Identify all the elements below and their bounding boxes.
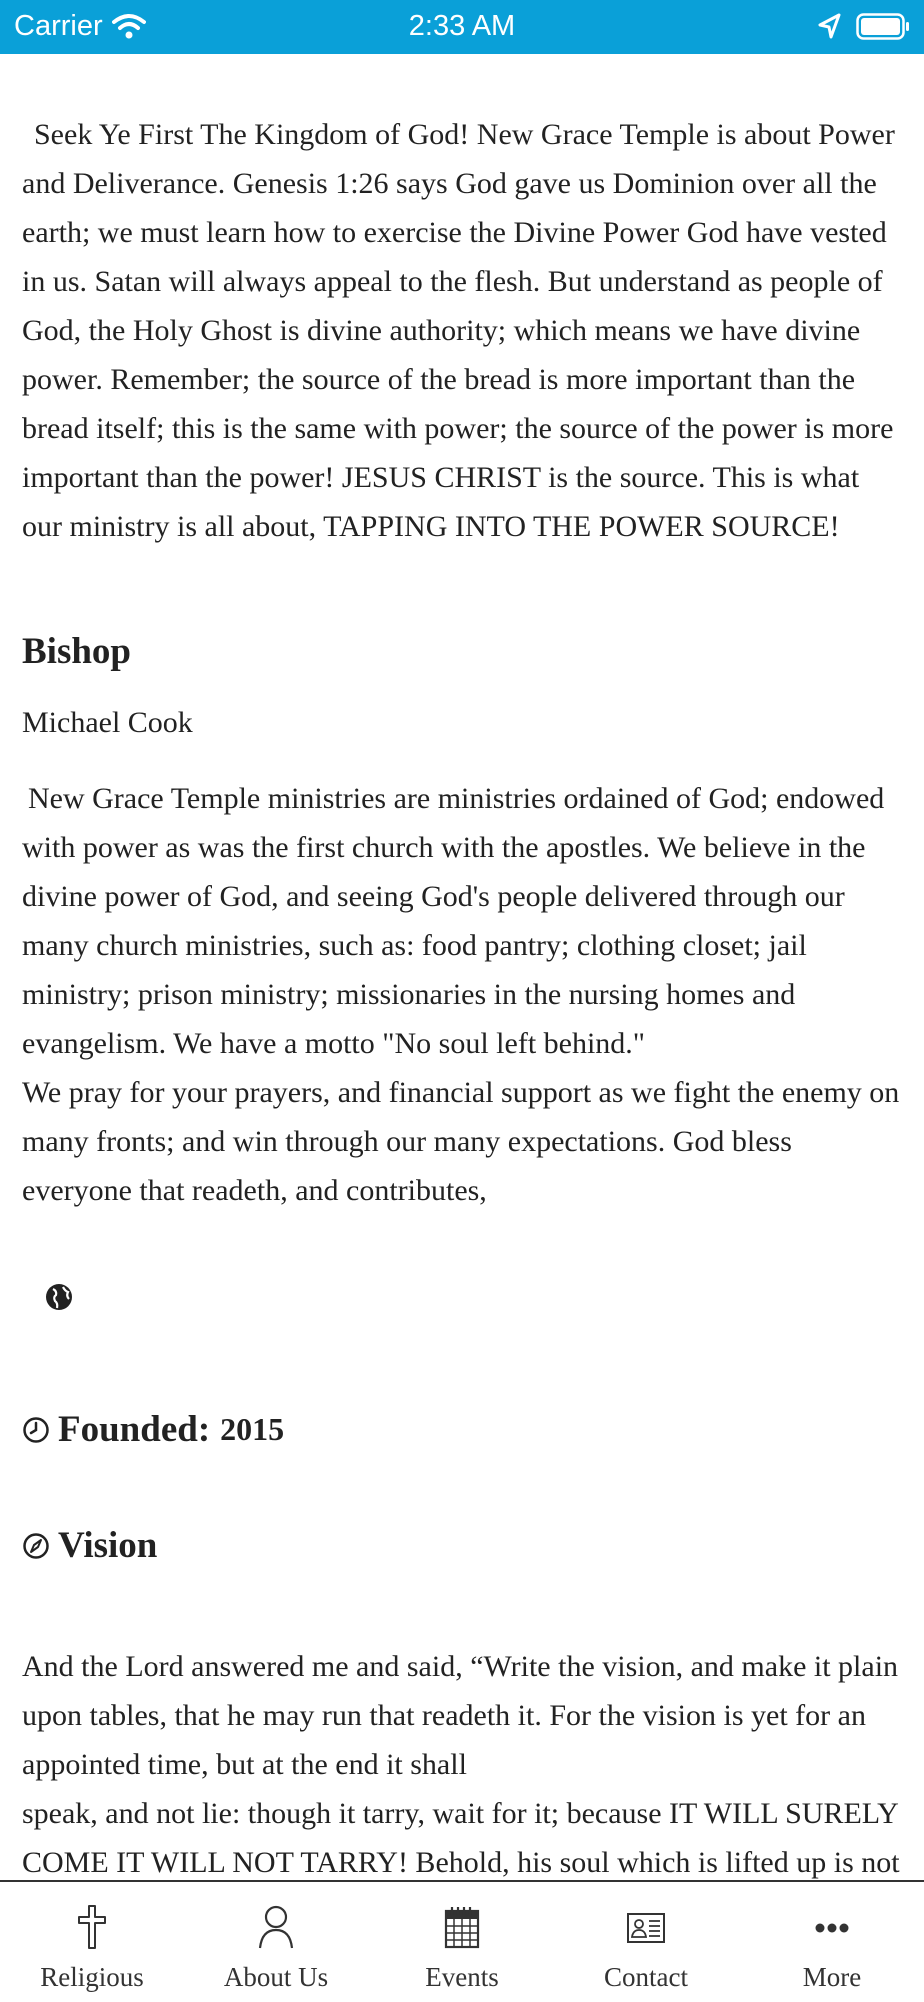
cross-icon (72, 1904, 112, 1950)
clock: 2:33 AM (408, 10, 516, 42)
bishop-heading: Bishop (22, 631, 132, 672)
tab-more[interactable] (740, 1882, 924, 2002)
tab-label: Religious (40, 1962, 144, 1992)
person-icon (256, 1904, 296, 1950)
tab-bar (0, 1880, 924, 2002)
founded-year: 2015 (220, 1411, 285, 1447)
carrier-label: Carrier (14, 10, 103, 42)
contact-card-icon (626, 1904, 666, 1950)
founded-heading (22, 1408, 284, 1451)
tab-label: About Us (223, 1962, 329, 1992)
vision-title: Vision (58, 1525, 158, 1566)
tab-label: More (802, 1962, 862, 1992)
status-bar (0, 0, 924, 54)
bishop-paragraph-2: We pray for your prayers, and financial support as we fight the enemy on many fronts; and win through our many expectations. God bless everyone that readeth, and contributes, (22, 1076, 900, 1207)
tab-events[interactable] (370, 1882, 554, 2002)
location-arrow-icon (816, 12, 842, 40)
bishop-name: Michael Cook (22, 706, 193, 739)
tab-religious[interactable] (0, 1882, 184, 2002)
calendar-icon (442, 1904, 482, 1950)
battery-icon (856, 13, 910, 40)
tab-label: Events (425, 1962, 499, 1992)
vision-text-2: speak, and not lie: though it tarry, wait for it; because IT WILL SURELY COME IT WILL NOT TARRY! Behold, his soul which is lifted up is not (22, 1797, 900, 1879)
vision-text (22, 1642, 902, 1887)
intro-paragraph: Seek Ye First The Kingdom of God! New Grace Temple is about Power and Deliverance. Genesis 1:26 says God gave us Dominion over all the earth; we must learn how to exercise the Divine Power God have vested in us. Satan will always appeal to the flesh. But understand as people of God, the Holy Ghost is divine authority; which means we have divine power. Remember; the source of the bread is more important than the bread itself; this is the same with power; the source of the power is more important than the power! JESUS CHRIST is the source. This is what our ministry is all about, TAPPING INTO THE POWER SOURCE! (22, 118, 895, 543)
clock-icon (22, 1416, 50, 1444)
more-dots-icon (812, 1904, 852, 1950)
bishop-paragraph-1: New Grace Temple ministries are ministries ordained of God; endowed with power as was the first church with the apostles. We believe in the divine power of God, and seeing God's people delivered through our many church ministries, such as: food pantry; clothing closet; jail ministry; prison ministry; missionaries in the nursing homes and evangelism. We have a motto "No soul left behind." (22, 782, 885, 1060)
tab-about-us[interactable] (184, 1882, 368, 2002)
vision-text-1: And the Lord answered me and said, “Write the vision, and make it plain upon tables, that he may run that readeth it. For the vision is yet for an appointed time, but at the end it shall (22, 1650, 899, 1781)
globe-icon[interactable] (44, 1282, 74, 1312)
tab-contact[interactable] (554, 1882, 738, 2002)
compass-icon (22, 1532, 50, 1560)
vision-heading (22, 1524, 157, 1567)
founded-label: Founded: (58, 1409, 211, 1450)
tab-label: Contact (604, 1962, 688, 1992)
